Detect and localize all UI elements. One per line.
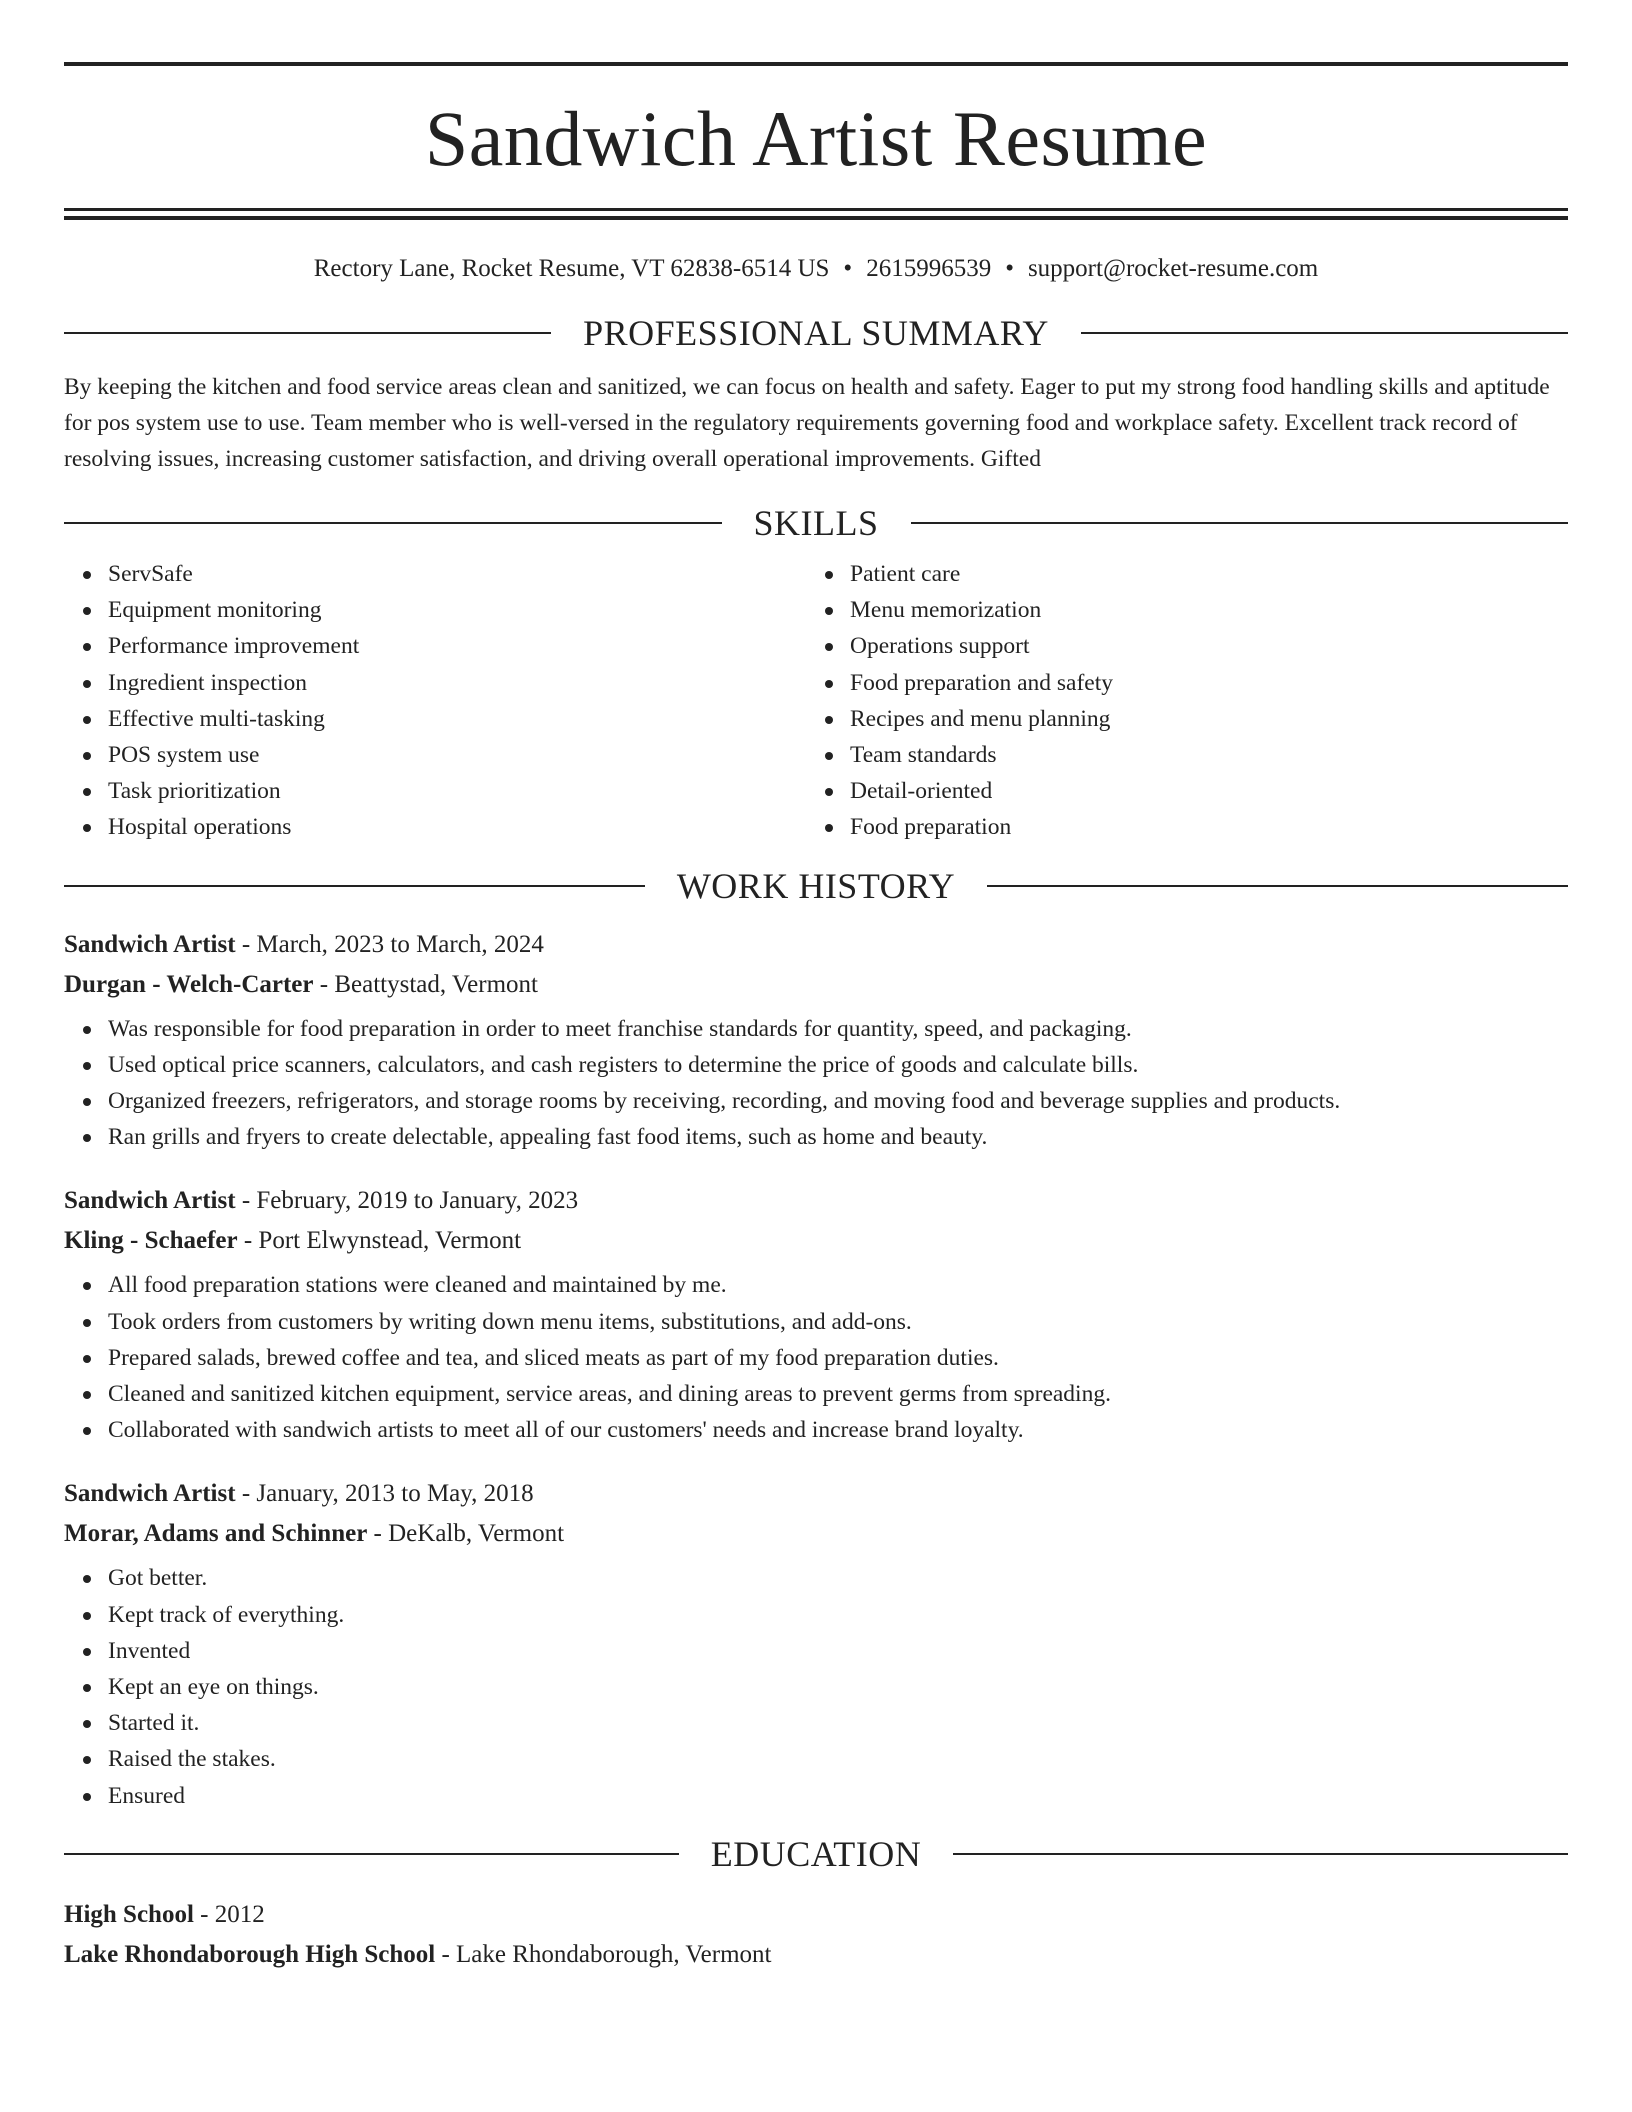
resume-title: Sandwich Artist Resume	[424, 95, 1208, 182]
job-company: Morar, Adams and Schinner	[64, 1520, 368, 1548]
heading-rule	[987, 885, 1568, 887]
education-heading-label: EDUCATION	[710, 1833, 922, 1874]
job-company-line	[64, 1521, 1568, 1546]
top-rule	[64, 62, 1568, 66]
job-title: Sandwich Artist	[64, 1187, 236, 1215]
education-entry	[64, 1902, 1568, 1967]
education-school: Lake Rhondaborough High School	[64, 1940, 436, 1968]
resume-page	[64, 0, 1568, 1967]
job-entry	[64, 1188, 1568, 1448]
contact-phone: 2615996539	[866, 255, 992, 282]
contact-separator: •	[1005, 255, 1014, 282]
skills-column-left	[64, 556, 806, 846]
heading-rule	[64, 522, 722, 524]
job-duty-item: Collaborated with sandwich artists to meet all of our customers' needs and increase brand loyalty.	[108, 1412, 1568, 1448]
summary-text: By keeping the kitchen and food service areas clean and sanitized, we can focus on health and safety. Eager to put my strong food handling skills and aptitude for pos system use to use. Team member who is well-versed in the regulatory requirements governing food and workplace safety. Excellent track record of resolving issues, increasing customer satisfaction, and driving overall operational improvements. Gifted	[64, 374, 1550, 472]
education-degree: High School	[64, 1900, 194, 1928]
skill-item: Effective multi-tasking	[108, 701, 806, 737]
skill-item: Food preparation	[850, 809, 1548, 845]
job-company: Durgan - Welch-Carter	[64, 970, 314, 998]
job-title-line	[64, 1188, 1568, 1213]
heading-rule	[64, 885, 645, 887]
job-title: Sandwich Artist	[64, 1480, 236, 1508]
heading-rule	[953, 1853, 1568, 1855]
job-company: Kling - Schaefer	[64, 1227, 238, 1255]
job-duty-item: Kept track of everything.	[108, 1597, 1568, 1633]
skill-item: Equipment monitoring	[108, 592, 806, 628]
heading-rule	[1081, 332, 1568, 334]
summary-heading	[64, 315, 1568, 351]
job-title: Sandwich Artist	[64, 930, 236, 958]
heading-rule	[64, 332, 551, 334]
skill-item: Performance improvement	[108, 628, 806, 664]
skill-item: Menu memorization	[850, 592, 1548, 628]
job-dates: - February, 2019 to January, 2023	[235, 1187, 579, 1215]
skill-item: Ingredient inspection	[108, 665, 806, 701]
skill-item: Hospital operations	[108, 809, 806, 845]
job-duty-item: Raised the stakes.	[108, 1741, 1568, 1777]
skill-item: POS system use	[108, 737, 806, 773]
education-heading	[64, 1833, 1568, 1874]
work-history-heading-label: WORK HISTORY	[676, 865, 956, 906]
job-duty-item: Kept an eye on things.	[108, 1669, 1568, 1705]
job-duties	[64, 1011, 1568, 1156]
job-duties	[64, 1267, 1568, 1448]
skill-item: Patient care	[850, 556, 1548, 592]
skills-heading-label: SKILLS	[753, 503, 879, 543]
job-dates: - March, 2023 to March, 2024	[235, 930, 544, 958]
job-location: - DeKalb, Vermont	[367, 1520, 565, 1548]
heading-rule	[64, 1853, 679, 1855]
skill-item: Operations support	[850, 628, 1548, 664]
job-duty-item: Started it.	[108, 1705, 1568, 1741]
skill-item: Recipes and menu planning	[850, 701, 1548, 737]
contact-email: support@rocket-resume.com	[1027, 255, 1319, 282]
job-duty-item: All food preparation stations were cleaned and maintained by me.	[108, 1267, 1568, 1303]
skills-column-right	[806, 556, 1548, 846]
skill-item: Task prioritization	[108, 773, 806, 809]
summary-heading-label: PROFESSIONAL SUMMARY	[583, 313, 1049, 353]
job-duty-item: Prepared salads, brewed coffee and tea, and sliced meats as part of my food preparation duties.	[108, 1340, 1568, 1376]
skill-item: Food preparation and safety	[850, 665, 1548, 701]
job-duty-item: Organized freezers, refrigerators, and storage rooms by receiving, recording, and moving food and beverage supplies and products.	[108, 1083, 1568, 1119]
job-duty-item: Cleaned and sanitized kitchen equipment, service areas, and dining areas to prevent germs from spreading.	[108, 1376, 1568, 1412]
job-duty-item: Got better.	[108, 1560, 1568, 1596]
work-history-heading	[64, 865, 1568, 906]
job-entry	[64, 1481, 1568, 1813]
heading-rule	[911, 522, 1569, 524]
job-duty-item: Ran grills and fryers to create delectable, appealing fast food items, such as home and beauty.	[108, 1119, 1568, 1155]
skills-list	[64, 556, 1568, 846]
job-title-line	[64, 1481, 1568, 1506]
job-duty-item: Was responsible for food preparation in order to meet franchise standards for quantity, speed, and packaging.	[108, 1011, 1568, 1047]
contact-address: Rectory Lane, Rocket Resume, VT 62838-6514 US	[313, 255, 830, 282]
contact-line	[64, 256, 1568, 281]
job-duty-item: Ensured	[108, 1778, 1568, 1814]
title-double-rule	[64, 208, 1568, 220]
job-dates: - January, 2013 to May, 2018	[235, 1480, 534, 1508]
job-duty-item: Invented	[108, 1633, 1568, 1669]
job-duty-item: Used optical price scanners, calculators, and cash registers to determine the price of goods and calculate bills.	[108, 1047, 1568, 1083]
job-company-line	[64, 1228, 1568, 1253]
job-location: - Port Elwynstead, Vermont	[237, 1227, 522, 1255]
skills-heading	[64, 505, 1568, 541]
job-title-line	[64, 932, 1568, 957]
job-company-line	[64, 972, 1568, 997]
education-location: - Lake Rhondaborough, Vermont	[435, 1940, 772, 1968]
job-location: - Beattystad, Vermont	[313, 970, 538, 998]
education-degree-line	[64, 1902, 1568, 1927]
skill-item: Team standards	[850, 737, 1548, 773]
job-duty-item: Took orders from customers by writing down menu items, substitutions, and add-ons.	[108, 1304, 1568, 1340]
education-year: - 2012	[193, 1900, 265, 1928]
contact-separator: •	[843, 255, 853, 282]
skill-item: ServSafe	[108, 556, 806, 592]
job-duties	[64, 1560, 1568, 1813]
education-school-line	[64, 1942, 1568, 1967]
job-entry	[64, 932, 1568, 1156]
skill-item: Detail-oriented	[850, 773, 1548, 809]
